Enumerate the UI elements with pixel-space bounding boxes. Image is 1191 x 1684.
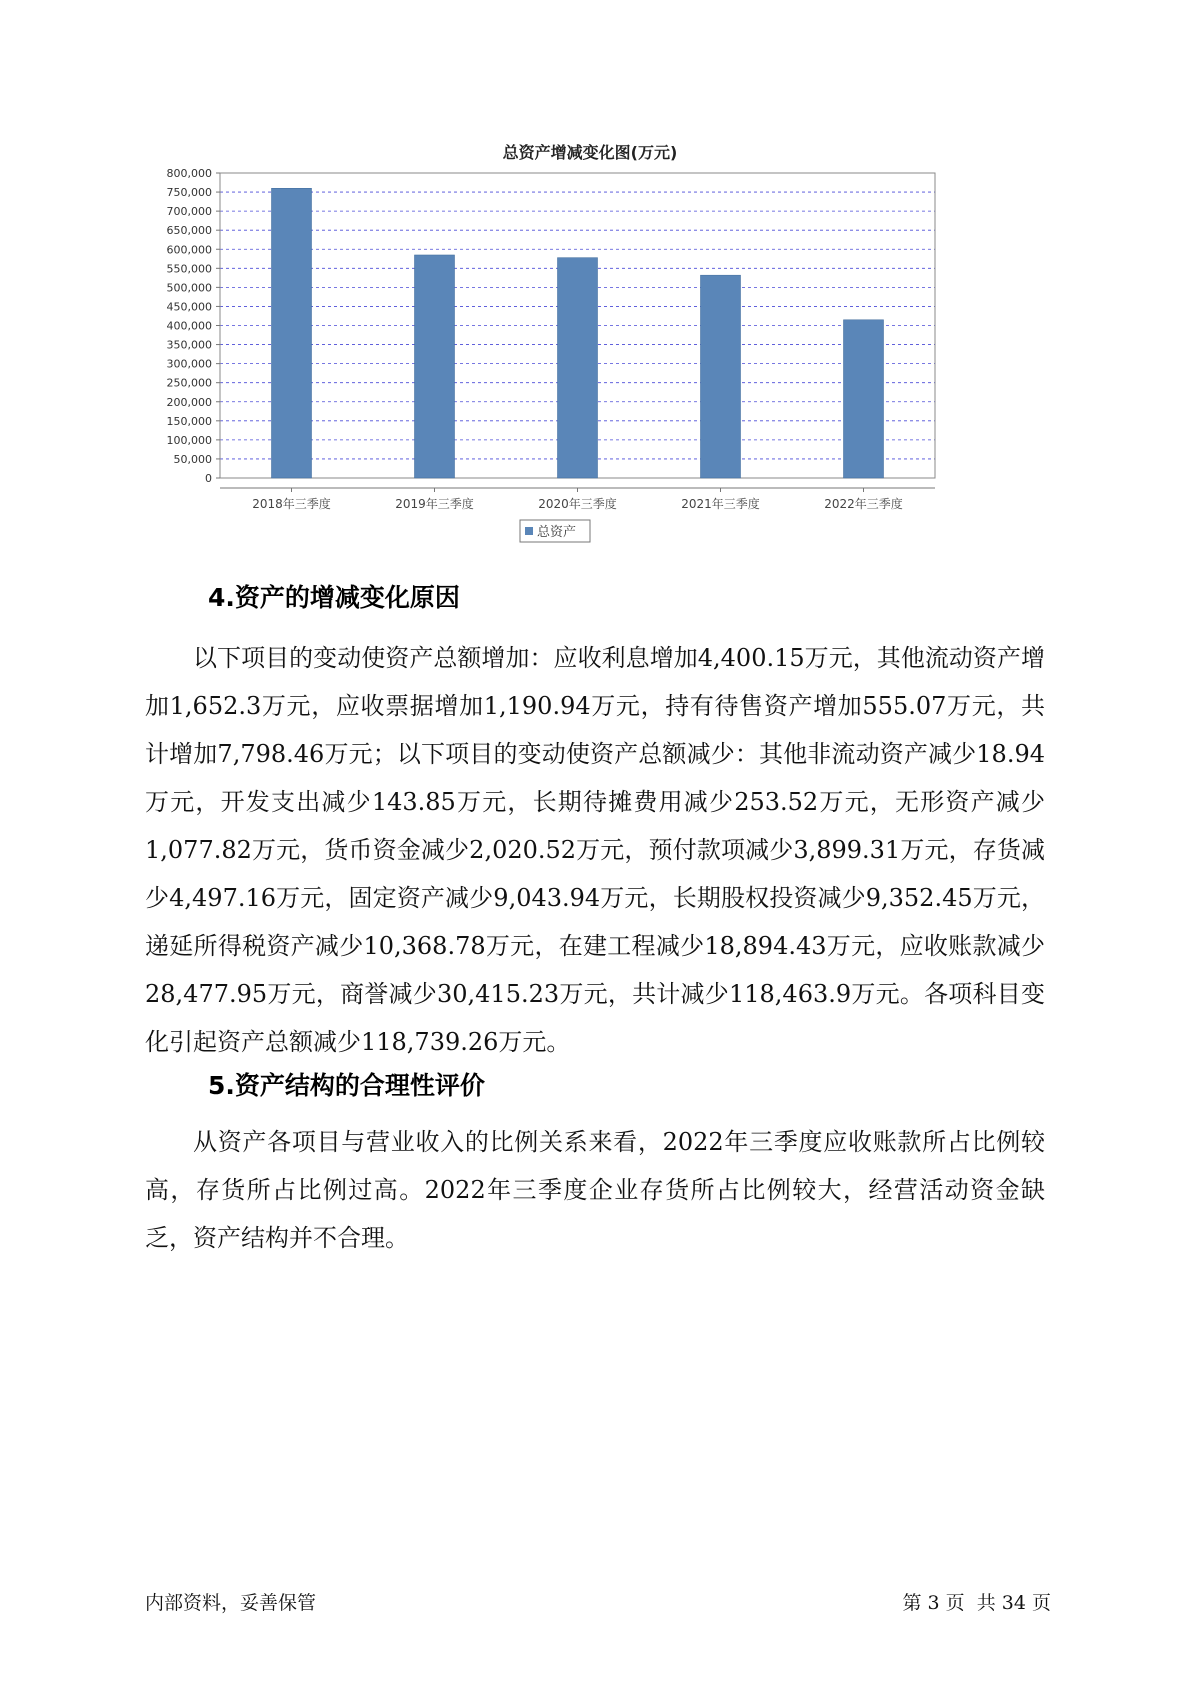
y-tick-label: 250,000 bbox=[166, 376, 212, 390]
chart-title: 总资产增减变化图(万元) bbox=[502, 143, 678, 162]
x-tick-label: 2019年三季度 bbox=[395, 497, 474, 511]
y-tick-label: 600,000 bbox=[166, 243, 212, 257]
bar-1 bbox=[271, 188, 311, 478]
x-axis-ticks bbox=[252, 488, 903, 511]
y-tick-label: 800,000 bbox=[166, 167, 212, 180]
y-tick-label: 350,000 bbox=[166, 338, 212, 352]
y-tick-label: 650,000 bbox=[166, 224, 212, 238]
y-tick-label: 100,000 bbox=[166, 433, 212, 447]
y-tick-label: 500,000 bbox=[166, 281, 212, 295]
y-axis-ticks bbox=[167, 167, 221, 485]
y-tick-label: 700,000 bbox=[166, 205, 212, 219]
legend-label: 总资产 bbox=[537, 525, 577, 540]
legend-swatch bbox=[525, 527, 533, 535]
y-tick-label: 0 bbox=[205, 472, 212, 485]
total-assets-chart bbox=[150, 140, 1030, 590]
section-paragraph-4: 以下项目的变动使资产总额增加：应收利息增加4,400.15万元，其他流动资产增加1,652.3万元，应收票据增加1,190.94万元，持有待售资产增加555.07万元，共计增加7,798.46万元；以下项目的变动使资产总额减少：其他非流动资产减少18.94万元，开发支出减少143.85万元，长期待摊费用减少253.52万元，无形资产减少1,077.82万元，货币资金减少2,020.52万元，预付款项减少3,899.31万元，存货减少4,497.16万元，固定资产减少9,043.94万元，长期股权投资减少9,352.45万元，递延所得税资产减少10,368.78万元，在建工程减少18,894.43万元，应收账款减少28,477.95万元，商誉减少30,415.23万元，共计减少118,463.9万元。各项科目变化引起资产总额减少118,739.26万元。 bbox=[145, 644, 1045, 1056]
bar-2 bbox=[414, 255, 454, 478]
bar-4 bbox=[700, 275, 740, 478]
y-tick-label: 750,000 bbox=[166, 186, 212, 200]
bar-5 bbox=[843, 320, 883, 478]
chart-svg bbox=[150, 165, 1030, 585]
x-tick-label: 2020年三季度 bbox=[538, 497, 617, 511]
y-tick-label: 300,000 bbox=[166, 357, 212, 371]
legend bbox=[520, 520, 590, 542]
section-heading-4: 4.资产的增减变化原因 bbox=[208, 583, 460, 612]
footer-confidential-note: 内部资料，妥善保管 bbox=[145, 1592, 317, 1614]
x-tick-label: 2022年三季度 bbox=[824, 497, 903, 511]
bar-3 bbox=[557, 258, 597, 478]
y-tick-label: 50,000 bbox=[173, 452, 212, 466]
x-tick-label: 2018年三季度 bbox=[252, 497, 331, 511]
y-tick-label: 150,000 bbox=[166, 414, 212, 428]
y-tick-label: 550,000 bbox=[166, 262, 212, 276]
x-tick-label: 2021年三季度 bbox=[681, 497, 760, 511]
y-tick-label: 200,000 bbox=[166, 395, 212, 409]
footer-page-number: 第 3 页 共 34 页 bbox=[902, 1592, 1051, 1614]
section-heading-5: 5.资产结构的合理性评价 bbox=[208, 1071, 485, 1100]
y-tick-label: 400,000 bbox=[166, 319, 212, 333]
section-paragraph-5: 从资产各项目与营业收入的比例关系来看，2022年三季度应收账款所占比例较高，存货所占比例过高。2022年三季度企业存货所占比例较大，经营活动资金缺乏，资产结构并不合理。 bbox=[145, 1128, 1045, 1252]
bars bbox=[271, 188, 883, 478]
y-tick-label: 450,000 bbox=[166, 300, 212, 314]
